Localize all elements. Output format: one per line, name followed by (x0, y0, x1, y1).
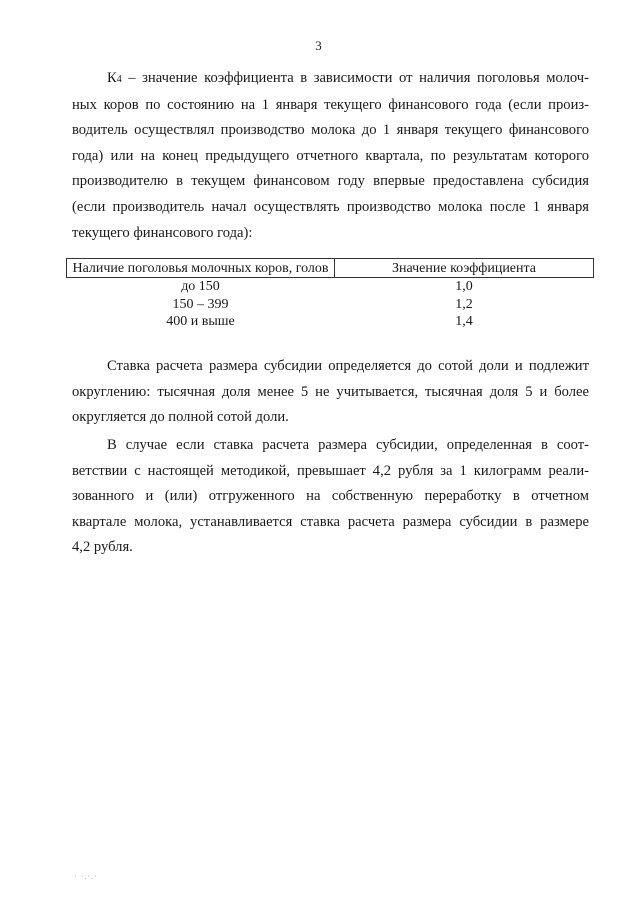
paragraph-line: округляется до полной сотой доли. (72, 409, 289, 426)
herd-size-cell: 400 и выше (166, 314, 235, 329)
paragraph-line: 4,2 рубля. (72, 539, 133, 556)
rate-limit-paragraph (72, 433, 589, 561)
paragraph-line: ветствии с настоящей методикой, превышает 4,2 рубля за 1 килограмм реали- (72, 462, 589, 479)
paragraph-line: года) или на конец предыдущего отчетного квартала, по результатам которого (72, 147, 589, 164)
paragraph-line: зованного и (или) отгруженного на собственную переработку в отчетном (72, 488, 589, 505)
herd-size-cell: до 150 (181, 279, 220, 294)
coefficient-cell: 1,0 (455, 279, 473, 294)
table-row (67, 313, 594, 331)
table-row (67, 296, 594, 314)
paragraph-line: К4 – значение коэффициента в зависимости от наличия поголовья молоч- (107, 70, 589, 86)
header-herd-size: Наличие поголовья молочных коров, голов (67, 259, 335, 278)
coefficient-symbol: К4 (107, 70, 122, 86)
paragraph-line: производителю в текущем финансовом году впервые предоставлена субсидия (72, 173, 589, 190)
paragraph-line: В случае если ставка расчета размера субсидии, определенная в соот- (107, 437, 589, 453)
table-header-row (67, 259, 594, 278)
paragraph-line: квартале молока, устанавливается ставка расчета размера субсидии в размере (72, 513, 589, 530)
coefficient-table (66, 258, 594, 331)
paragraph-line: (если производитель начал осуществлять производство молока после 1 января (72, 198, 589, 215)
coefficient-cell: 1,2 (455, 296, 473, 312)
scan-artifact: · ·.·.· (74, 872, 98, 881)
paragraph-line: ных коров по состоянию на 1 января текущего финансового года (если произ- (72, 96, 589, 113)
k4-definition-paragraph (72, 66, 589, 246)
paragraph-line: водитель осуществлял производство молока до 1 января текущего финансового (72, 122, 589, 139)
paragraph-line: Ставка расчета размера субсидии определяется до сотой доли и подлежит (107, 358, 589, 374)
page-number: 3 (315, 38, 322, 53)
coefficient-cell: 1,4 (455, 314, 473, 329)
header-coefficient: Значение коэффициента (335, 259, 594, 278)
rounding-rule-paragraph (72, 354, 589, 431)
herd-size-cell: 150 – 399 (172, 296, 229, 312)
paragraph-line: текущего финансового года): (72, 224, 253, 241)
table-row (67, 278, 594, 296)
paragraph-line: округлению: тысячная доля менее 5 не учитывается, тысячная доля 5 и более (72, 383, 589, 400)
